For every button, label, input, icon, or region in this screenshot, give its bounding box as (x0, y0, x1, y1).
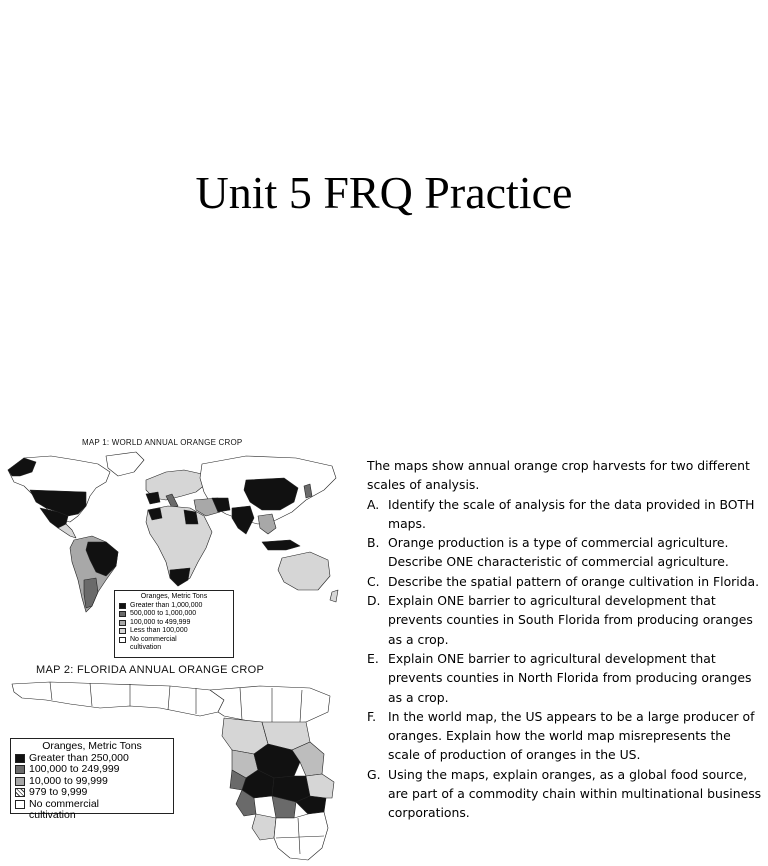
legend-label: Less than 100,000 (130, 627, 188, 634)
legend-swatch (119, 637, 126, 643)
legend-label: Greater than 250,000 (29, 751, 129, 764)
legend-item (119, 610, 229, 619)
map1-caption: MAP 1: WORLD ANNUAL ORANGE CROP (82, 438, 243, 447)
question-list (367, 495, 762, 823)
question-text: Orange production is a type of commercial agriculture. Describe ONE characteristic of commercial agriculture. (388, 535, 729, 570)
question-letter: G. (367, 766, 381, 782)
map1-legend (114, 590, 234, 658)
question-item (367, 572, 762, 591)
question-text: In the world map, the US appears to be a large producer of oranges. Explain how the world map misrepresents the scale of production of oranges in the US. (388, 708, 755, 763)
question-text: Explain ONE barrier to agricultural development that prevents counties in South Florida from producing oranges as a crop. (388, 593, 753, 647)
australia-shape (278, 552, 330, 590)
legend-label: 500,000 to 1,000,000 (130, 610, 197, 617)
question-text: Using the maps, explain oranges, as a global food source, are part of a commodity chain within multinational business corporations. (388, 766, 762, 821)
legend-swatch (119, 611, 126, 617)
legend-item (119, 602, 229, 611)
legend-swatch (15, 788, 25, 797)
legend-swatch (15, 800, 25, 809)
legend-item (119, 619, 229, 628)
map2-legend (10, 738, 174, 821)
legend-item (119, 627, 229, 636)
new-zealand-shape (330, 590, 338, 602)
light-county-shape (252, 814, 276, 840)
legend-item (15, 787, 169, 799)
question-letter: A. (367, 496, 380, 512)
question-text: Describe the spatial pattern of orange cultivation in Florida. (388, 573, 760, 589)
greenland-shape (106, 452, 144, 476)
legend-title: Oranges, Metric Tons (42, 740, 142, 752)
question-letter: E. (367, 650, 379, 666)
question-text: Explain ONE barrier to agricultural development that prevents counties in North Florida from producing oranges as a crop. (388, 650, 752, 705)
question-letter: B. (367, 535, 380, 551)
light-county-shape (306, 774, 334, 798)
egypt-shape (184, 510, 198, 524)
legend-item (15, 764, 169, 776)
south-africa-shape (170, 568, 190, 586)
question-item (367, 591, 762, 649)
legend-swatch (119, 620, 126, 626)
florida-panhandle-shape (12, 682, 224, 716)
legend-label: Greater than 1,000,000 (130, 601, 203, 609)
slide-title: Unit 5 FRQ Practice (195, 167, 573, 218)
question-item (367, 765, 762, 823)
question-letter: D. (367, 593, 381, 609)
question-item (367, 707, 762, 765)
question-item (367, 649, 762, 707)
indonesia-shape (262, 540, 300, 550)
map2-caption: MAP 2: FLORIDA ANNUAL ORANGE CROP (36, 664, 265, 676)
frq-intro: The maps show annual orange crop harvests for two different scales of analysis. (367, 458, 750, 493)
maps-figure (6, 436, 356, 864)
spain-shape (146, 492, 160, 504)
legend-swatch (15, 765, 25, 774)
legend-swatch (15, 777, 25, 786)
question-letter: C. (367, 573, 380, 589)
india-shape (232, 506, 254, 534)
legend-item (119, 636, 229, 653)
question-item (367, 533, 762, 572)
legend-label: 979 to 9,999 (29, 786, 88, 798)
legend-swatch (119, 603, 126, 609)
legend-swatch (119, 628, 126, 634)
question-item (367, 495, 762, 534)
frq-block (367, 456, 762, 823)
legend-swatch (15, 754, 25, 763)
legend-item (15, 799, 169, 822)
legend-label: 100,000 to 249,999 (29, 763, 120, 775)
question-letter: F. (367, 708, 377, 724)
legend-label: 100,000 to 499,999 (130, 618, 191, 626)
argentina-shape (84, 578, 98, 608)
legend-title: Oranges, Metric Tons (140, 593, 208, 600)
question-text: Identify the scale of analysis for the data provided in BOTH maps. (388, 496, 755, 531)
legend-label: No commercial cultivation (130, 635, 177, 651)
legend-label: 10,000 to 99,999 (29, 774, 108, 787)
legend-label: No commercial cultivation (29, 797, 100, 821)
